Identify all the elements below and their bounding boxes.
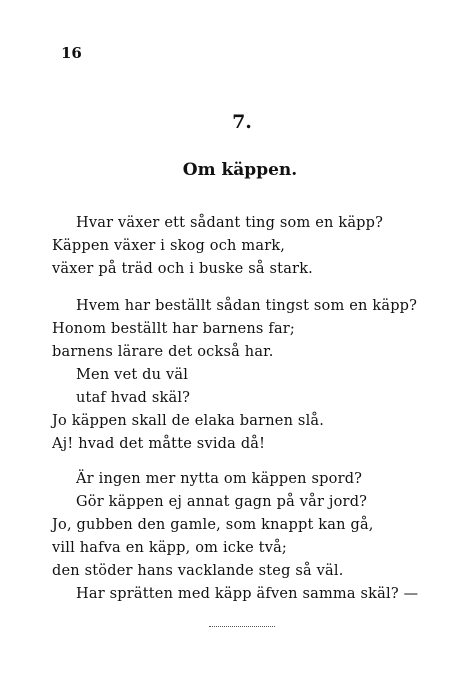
poem-line: Hvem har beställt sådan tingst som en käpp? xyxy=(76,298,418,314)
poem-line: växer på träd och i buske så stark. xyxy=(52,261,313,277)
page-number: 16 xyxy=(61,44,82,62)
poem-line: Är ingen mer nytta om käppen spord? xyxy=(76,471,363,487)
poem-line: Har sprätten med käpp äfven samma skäl? — xyxy=(76,586,419,602)
poem-line: Hvar växer ett sådant ting som en käpp? xyxy=(76,215,384,231)
poem-line: Men vet du väl xyxy=(76,367,189,383)
chapter-number: 7. xyxy=(232,111,252,133)
poem-line: Jo, gubben den gamle, som knappt kan gå, xyxy=(52,517,374,533)
poem-line: Gör käppen ej annat gagn på vår jord? xyxy=(76,494,368,510)
poem-line: vill hafva en käpp, om icke två; xyxy=(52,540,288,556)
poem-line: den stöder hans vacklande steg så väl. xyxy=(52,563,344,579)
poem-title: Om käppen. xyxy=(182,160,298,180)
poem-line: Honom beställt har barnens far; xyxy=(52,321,296,337)
poem-line: Käppen växer i skog och mark, xyxy=(52,238,286,254)
poem-line: Aj! hvad det måtte svida då! xyxy=(52,436,266,452)
poem-line: barnens lärare det också har. xyxy=(52,344,274,360)
poem-line: Jo käppen skall de elaka barnen slå. xyxy=(52,413,325,429)
poem-line: utaf hvad skäl? xyxy=(76,390,191,406)
section-divider xyxy=(209,626,275,628)
